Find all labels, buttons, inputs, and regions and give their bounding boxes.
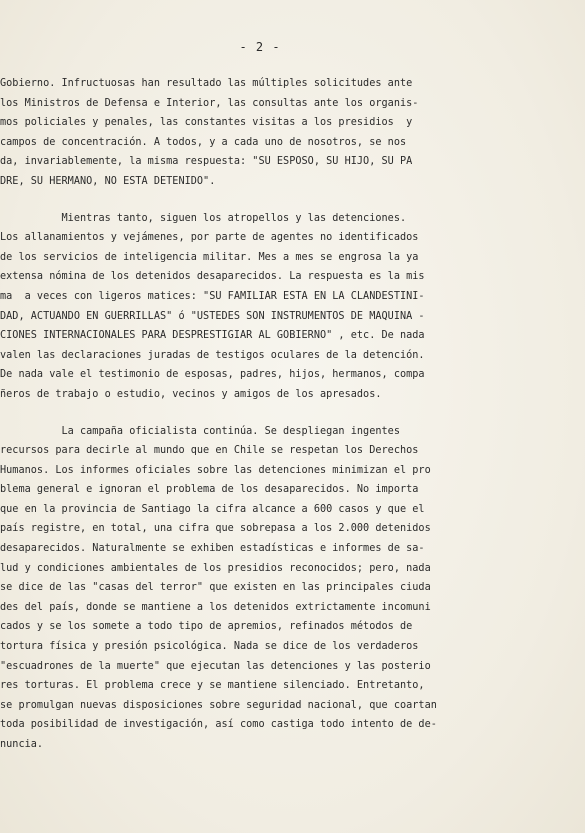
body-text bbox=[0, 74, 560, 755]
paragraph-3 bbox=[0, 422, 560, 755]
text-line: se dice de las "casas del terror" que existen en las principales ciuda bbox=[0, 582, 431, 594]
text-line: lud y condiciones ambientales de los presidios reconocidos; pero, nada bbox=[0, 562, 431, 574]
text-line: que en la provincia de Santiago la cifra alcance a 600 casos y que el bbox=[0, 503, 425, 515]
text-line: Humanos. Los informes oficiales sobre las detenciones minimizan el pro bbox=[0, 464, 431, 476]
paragraph-2 bbox=[0, 209, 560, 405]
text-line: nuncia. bbox=[0, 739, 44, 750]
text-line: toda posibilidad de investigación, así como castiga todo intento de de- bbox=[0, 719, 437, 731]
text-line: país registre, en total, una cifra que sobrepasa a los 2.000 detenidos bbox=[0, 523, 431, 535]
text-line: res torturas. El problema crece y se mantiene silenciado. Entretanto, bbox=[0, 680, 425, 692]
page-number: - 2 - bbox=[239, 40, 281, 54]
text-line: de los servicios de inteligencia militar. Mes a mes se engrosa la ya bbox=[0, 251, 419, 263]
text-line: CIONES INTERNACIONALES PARA DESPRESTIGIAR AL GOBIERNO" , etc. De nada bbox=[0, 330, 425, 342]
text-line: valen las declaraciones juradas de testigos oculares de la detención. bbox=[0, 349, 425, 361]
text-line: tortura física y presión psicológica. Nada se dice de los verdaderos bbox=[0, 641, 419, 653]
text-line: cados y se los somete a todo tipo de apremios, refinados métodos de bbox=[0, 621, 413, 633]
text-line: extensa nómina de los detenidos desaparecidos. La respuesta es la mis bbox=[0, 271, 425, 283]
text-line: se promulgan nuevas disposiciones sobre seguridad nacional, que coartan bbox=[0, 699, 437, 711]
paragraph-gap bbox=[0, 192, 560, 209]
text-line: blema general e ignoran el problema de los desaparecidos. No importa bbox=[0, 484, 419, 496]
text-line: Los allanamientos y vejámenes, por parte de agentes no identificados bbox=[0, 232, 419, 244]
text-line: La campaña oficialista continúa. Se despliegan ingentes bbox=[0, 425, 400, 437]
text-line: des del país, donde se mantiene a los detenidos extrictamente incomuni bbox=[0, 601, 431, 613]
text-line: mos policiales y penales, las constantes visitas a los presidios y bbox=[0, 117, 413, 129]
text-line: De nada vale el testimonio de esposas, padres, hijos, hermanos, compa bbox=[0, 369, 425, 381]
text-line: los Ministros de Defensa e Interior, las consultas ante los organis- bbox=[0, 97, 419, 109]
text-line: DRE, SU HERMANO, NO ESTA DETENIDO". bbox=[0, 175, 216, 187]
text-line: da, invariablemente, la misma respuesta: "SU ESPOSO, SU HIJO, SU PA bbox=[0, 156, 413, 168]
text-line: ma a veces con ligeros matices: "SU FAMILIAR ESTA EN LA CLANDESTINI- bbox=[0, 290, 425, 302]
text-line: campos de concentración. A todos, y a cada uno de nosotros, se nos bbox=[0, 136, 407, 148]
text-line: DAD, ACTUANDO EN GUERRILLAS" ó "USTEDES SON INSTRUMENTOS DE MAQUINA - bbox=[0, 310, 425, 322]
text-line: Mientras tanto, siguen los atropellos y las detenciones. bbox=[0, 212, 407, 224]
text-line: desaparecidos. Naturalmente se exhiben estadísticas e informes de sa- bbox=[0, 543, 425, 555]
text-line: "escuadrones de la muerte" que ejecutan las detenciones y las posterio bbox=[0, 660, 431, 672]
text-line: Gobierno. Infructuosas han resultado las múltiples solicitudes ante bbox=[0, 78, 413, 89]
paragraph-1 bbox=[0, 74, 560, 192]
paragraph-gap bbox=[0, 405, 560, 422]
text-line: recursos para decirle al mundo que en Chile se respetan los Derechos bbox=[0, 445, 419, 457]
text-line: ñeros de trabajo o estudio, vecinos y amigos de los apresados. bbox=[0, 388, 382, 400]
